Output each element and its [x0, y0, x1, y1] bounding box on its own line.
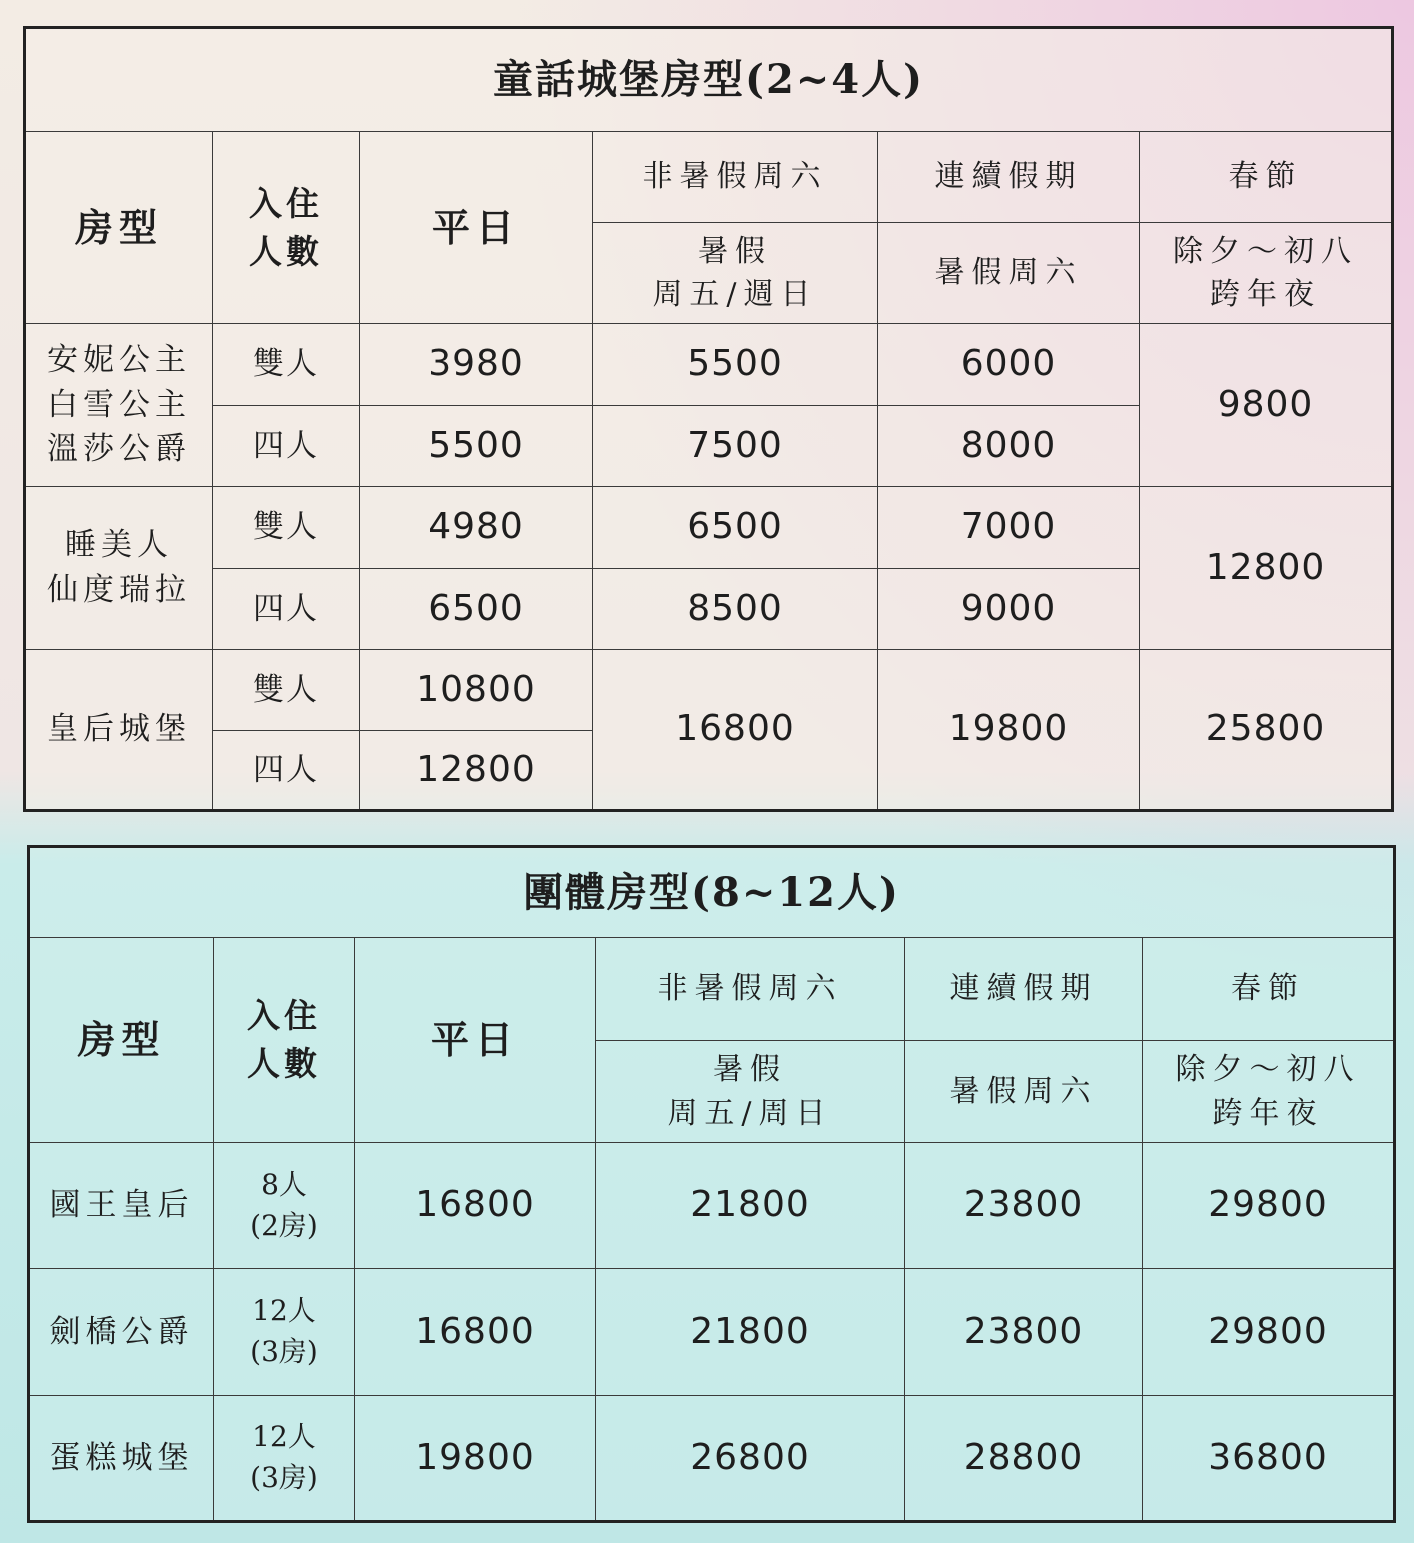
- room-name: 國王皇后: [29, 1143, 214, 1269]
- room-name: 安妮公主: [47, 341, 191, 378]
- price-non-summer-saturday: 26800: [596, 1396, 905, 1522]
- header-summer-line2: 周五/周日: [667, 1095, 833, 1131]
- room-name: 蛋糕城堡: [29, 1396, 214, 1522]
- occupancy-cell: 四人: [213, 731, 360, 811]
- price-consecutive-holiday: 9000: [878, 569, 1140, 650]
- header-non-summer-saturday: 非暑假周六: [596, 938, 905, 1041]
- price-weekday: 10800: [360, 650, 593, 731]
- price-weekday: 19800: [355, 1396, 596, 1522]
- header-nye-line1: 除夕～初八: [1175, 1052, 1361, 1087]
- price-weekday: 3980: [360, 324, 593, 406]
- price-lunar-new-year: 9800: [1140, 324, 1393, 487]
- table-row: [25, 487, 1393, 569]
- header-occupancy-line1: 入住: [247, 996, 321, 1036]
- header-consecutive-holiday: 連續假期: [905, 938, 1143, 1041]
- header-weekday: 平日: [355, 938, 596, 1143]
- price-non-summer-saturday: 5500: [593, 324, 878, 406]
- occupancy-cell: [214, 1396, 355, 1522]
- header-consecutive-holiday: 連續假期: [878, 132, 1140, 223]
- occupancy-people: 12人: [252, 1294, 316, 1328]
- price-non-summer-saturday: 21800: [596, 1269, 905, 1396]
- room-names-cell: [25, 487, 213, 650]
- price-weekday: 6500: [360, 569, 593, 650]
- table-title: 團體房型(8~12人): [29, 847, 1395, 938]
- header-occupancy-line2: 人數: [247, 1044, 321, 1083]
- price-consecutive-holiday: 7000: [878, 487, 1140, 569]
- header-nye-line2: 跨年夜: [1210, 277, 1322, 312]
- occupancy-rooms: (3房): [250, 1335, 318, 1368]
- header-room-type: 房型: [29, 938, 214, 1143]
- header-summer-line1: 暑假: [713, 1052, 787, 1087]
- price-consecutive-holiday: 28800: [905, 1396, 1143, 1522]
- occupancy-cell: 四人: [213, 569, 360, 650]
- price-consecutive-holiday: 19800: [878, 650, 1140, 811]
- price-weekday: 16800: [355, 1269, 596, 1396]
- table-row: [29, 1143, 1395, 1269]
- header-new-year-eve: [1140, 223, 1393, 324]
- occupancy-rooms: (2房): [250, 1208, 318, 1242]
- room-name: 劍橋公爵: [29, 1269, 214, 1396]
- header-occupancy-line2: 人數: [249, 231, 323, 271]
- header-lunar-new-year: 春節: [1143, 938, 1395, 1041]
- fairy-tale-castle-rate-table: [23, 26, 1394, 812]
- price-consecutive-holiday: 23800: [905, 1269, 1143, 1396]
- price-non-summer-saturday: 6500: [593, 487, 878, 569]
- header-new-year-eve: [1143, 1041, 1395, 1143]
- room-name: 皇后城堡: [25, 650, 213, 811]
- price-weekday: 4980: [360, 487, 593, 569]
- header-summer-fri-sun: [596, 1041, 905, 1143]
- occupancy-cell: 雙人: [213, 487, 360, 569]
- price-weekday: 5500: [360, 406, 593, 487]
- room-name: 溫莎公爵: [47, 431, 191, 468]
- header-lunar-new-year: 春節: [1140, 132, 1393, 223]
- price-non-summer-saturday: 16800: [593, 650, 878, 811]
- header-occupancy: [214, 938, 355, 1143]
- room-name: 白雪公主: [47, 386, 191, 423]
- price-weekday: 12800: [360, 731, 593, 811]
- group-room-rate-table: [27, 845, 1396, 1523]
- occupancy-people: 12人: [252, 1420, 316, 1454]
- header-non-summer-saturday: 非暑假周六: [593, 132, 878, 223]
- header-nye-line2: 跨年夜: [1212, 1095, 1324, 1131]
- table-row: [29, 1396, 1395, 1522]
- header-nye-line1: 除夕～初八: [1173, 233, 1359, 269]
- price-lunar-new-year: 29800: [1143, 1269, 1395, 1396]
- occupancy-cell: 雙人: [213, 324, 360, 406]
- header-occupancy: [213, 132, 360, 324]
- price-weekday: 16800: [355, 1143, 596, 1269]
- occupancy-cell: 四人: [213, 406, 360, 487]
- header-room-type: 房型: [25, 132, 213, 324]
- table-row: [25, 650, 1393, 731]
- table-title: 童話城堡房型(2~4人): [25, 28, 1393, 132]
- header-summer-fri-sun: [593, 223, 878, 324]
- price-non-summer-saturday: 7500: [593, 406, 878, 487]
- room-name: 仙度瑞拉: [47, 572, 191, 608]
- occupancy-cell: [214, 1269, 355, 1396]
- price-non-summer-saturday: 21800: [596, 1143, 905, 1269]
- table-row: [25, 324, 1393, 406]
- price-lunar-new-year: 36800: [1143, 1396, 1395, 1522]
- occupancy-cell: [214, 1143, 355, 1269]
- occupancy-cell: 雙人: [213, 650, 360, 731]
- header-summer-saturday: 暑假周六: [905, 1041, 1143, 1143]
- occupancy-people: 8人: [261, 1167, 307, 1201]
- price-lunar-new-year: 12800: [1140, 487, 1393, 650]
- price-lunar-new-year: 25800: [1140, 650, 1393, 811]
- table-row: [29, 1269, 1395, 1396]
- price-consecutive-holiday: 23800: [905, 1143, 1143, 1269]
- room-name: 睡美人: [65, 527, 173, 564]
- price-consecutive-holiday: 8000: [878, 406, 1140, 487]
- header-summer-saturday: 暑假周六: [878, 223, 1140, 324]
- header-summer-line2: 周五/週日: [652, 277, 818, 312]
- header-occupancy-line1: 入住: [249, 183, 323, 223]
- header-summer-line1: 暑假: [698, 233, 772, 269]
- room-names-cell: [25, 324, 213, 487]
- price-lunar-new-year: 29800: [1143, 1143, 1395, 1269]
- occupancy-rooms: (3房): [250, 1461, 318, 1494]
- price-non-summer-saturday: 8500: [593, 569, 878, 650]
- price-consecutive-holiday: 6000: [878, 324, 1140, 406]
- header-weekday: 平日: [360, 132, 593, 324]
